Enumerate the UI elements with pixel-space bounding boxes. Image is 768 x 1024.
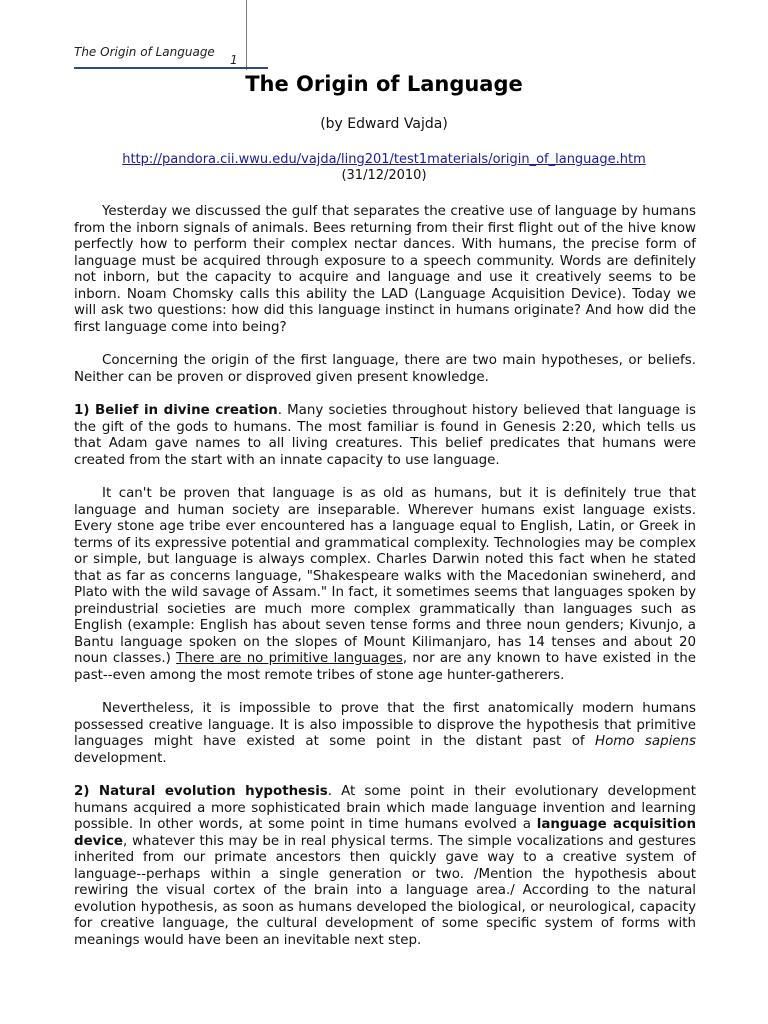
paragraph-1: Yesterday we discussed the gulf that separates the creative use of language by humans from the inborn signals of animals. Bees returning from their first flight out of the hive know perfectly how to perform their complex nectar dances. With humans, the precise form of language must be acquired through exposure to a speech community. Words are definitely not inborn, but the capacity to acquire and language and use it creatively seems to be inborn. Noam Chomsky calls this ability the LAD (Language Acquisition Device). Today we will ask two questions: how did this language instinct in humans originate? And how did the first language come into being? — [74, 204, 696, 335]
paragraph-2: Concerning the origin of the first language, there are two main hypotheses, or beliefs. Neither can be proven or disproved given present knowledge. — [74, 353, 696, 385]
running-header-title: The Origin of Language — [74, 45, 215, 59]
paragraph-6-text-1: . At some point in their evolutionary development humans acquired a more sophisticated brain which made language invention and learning possible. In other words, at some point in time humans evolved a — [74, 784, 697, 832]
paragraph-5-tail: development. — [74, 750, 167, 766]
document-author: (by Edward Vajda) — [320, 116, 448, 132]
paragraph-3 — [74, 403, 696, 469]
paragraph-5-text: Nevertheless, it is impossible to prove that the first anatomically modern humans possessed creative language. It is also impossible to disprove the hypothesis that primitive languages might have existed at some point in the distant past of — [74, 701, 696, 749]
section-heading-natural-evolution: 2) Natural evolution hypothesis — [74, 784, 328, 799]
document-date: (31/12/2010) — [341, 168, 427, 183]
paragraph-6-text-2: , whatever this may be in real physical terms. The simple vocalizations and gestures inherited from our primate ancestors then quickly gave way to a creative system of language--perhaps within a single generation or two. /Mention the hypothesis about rewiring the visual cortex of the brain into a language area./ According to the natural evolution hypothesis, as soon as humans developed the biological, or neurological, capacity for creative language, the cultural development of some specific system of forms with meanings would have been an inevitable next step. — [74, 833, 696, 948]
paragraph-4-tail: , nor are any known to have existed in the past--even among the most remote tribes of stone age hunter-gatherers. — [74, 651, 696, 683]
underlined-phrase: There are no primitive languages — [176, 651, 403, 666]
paragraph-4 — [74, 486, 696, 684]
body-text — [74, 204, 696, 966]
header-vertical-rule — [246, 0, 247, 70]
header-horizontal-rule — [74, 67, 268, 69]
italic-phrase: Homo sapiens — [595, 734, 696, 749]
page-number: 1 — [230, 53, 238, 67]
bold-phrase: language acquisition device — [74, 817, 696, 849]
paragraph-3-text: . Many societies throughout history believed that language is the gift of the gods to humans. The most familiar is found in Genesis 2:20, which tells us that Adam gave names to all living creatures. This belief predicates that humans were created from the start with an innate capacity to use language. — [74, 403, 697, 468]
paragraph-6 — [74, 784, 696, 949]
section-heading-divine-creation: 1) Belief in divine creation — [74, 403, 278, 418]
source-url-link[interactable]: http://pandora.cii.wwu.edu/vajda/ling201/test1materials/origin_of_language.htm — [122, 152, 646, 167]
paragraph-5 — [74, 701, 696, 767]
paragraph-4-text: It can't be proven that language is as old as humans, but it is definitely true that language and human society are inseparable. Wherever humans exist language exists. Every stone age tribe ever encountered has a language equal to English, Latin, or Greek in terms of its expressive potential and grammatical complexity. Technologies may be complex or simple, but language is always complex. Charles Darwin noted this fact when he stated that as far as concerns language, "Shakespeare walks with the Macedonian swineherd, and Plato with the wild savage of Assam." In fact, it sometimes seems that languages spoken by preindustrial societies are much more complex grammatically than languages such as English (example: English has about seven tense forms and three noun genders; Kivunjo, a Bantu language spoken on the slopes of Mount Kilimanjaro, has 14 tenses and about 20 noun classes.) — [74, 486, 696, 666]
document-title: The Origin of Language — [245, 72, 523, 96]
